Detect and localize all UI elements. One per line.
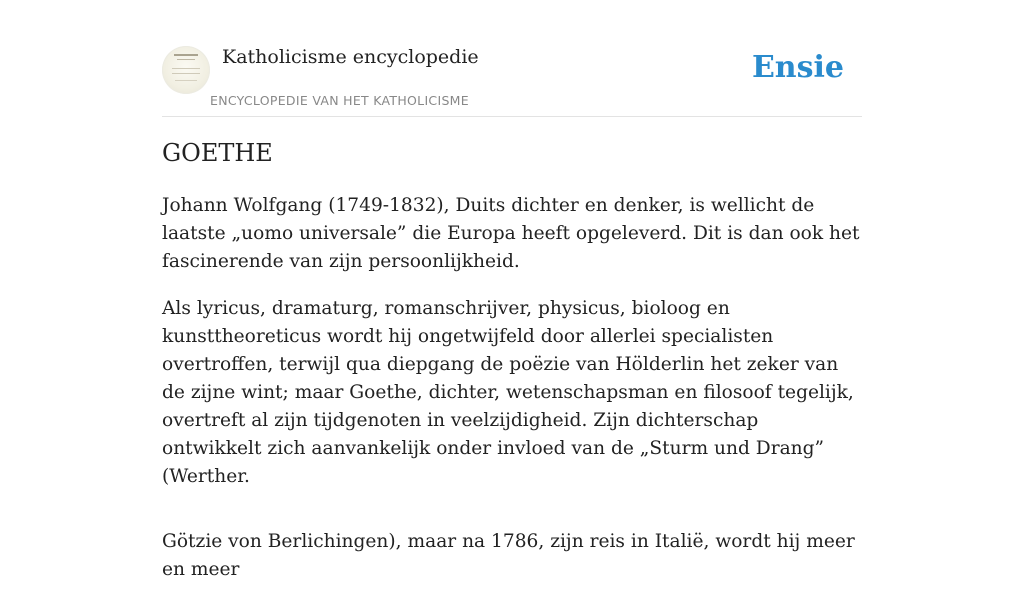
article-title: GOETHE xyxy=(162,139,273,167)
site-title[interactable]: Katholicisme encyclopedie xyxy=(222,46,479,68)
ensie-brand-link[interactable]: Ensie xyxy=(751,50,844,85)
article-paragraph-3: Götzie von Berlichingen), maar na 1786, zijn reis in Italië, wordt hij meer en meer xyxy=(162,531,855,580)
encyclopedia-logo-icon[interactable] xyxy=(162,46,210,94)
site-subtitle: ENCYCLOPEDIE VAN HET KATHOLICISME xyxy=(210,93,469,108)
article-content xyxy=(162,192,862,603)
site-header xyxy=(162,40,862,117)
article-paragraph-2: Als lyricus, dramaturg, romanschrijver, physicus, bioloog en kunsttheoreticus wordt hij ongetwijfeld door allerlei specialisten overtroffen, terwijl qua diepgang de poëzie van Hölderlin het zeker van de zijne wint; maar Goethe, dichter, wetenschapsman en filosoof tegelijk, overtreft al zijn tijdgenoten in veelzijdigheid. Zijn dichterschap ontwikkelt zich aanvankelijk onder invloed van de „Sturm und Drang” (Werther. xyxy=(162,298,854,487)
article-paragraph-1: Johann Wolfgang (1749-1832), Duits dichter en denker, is wellicht de laatste „uomo universale” die Europa heeft opgeleverd. Dit is dan ook het fascinerende van zijn persoonlijkheid. xyxy=(162,195,860,272)
